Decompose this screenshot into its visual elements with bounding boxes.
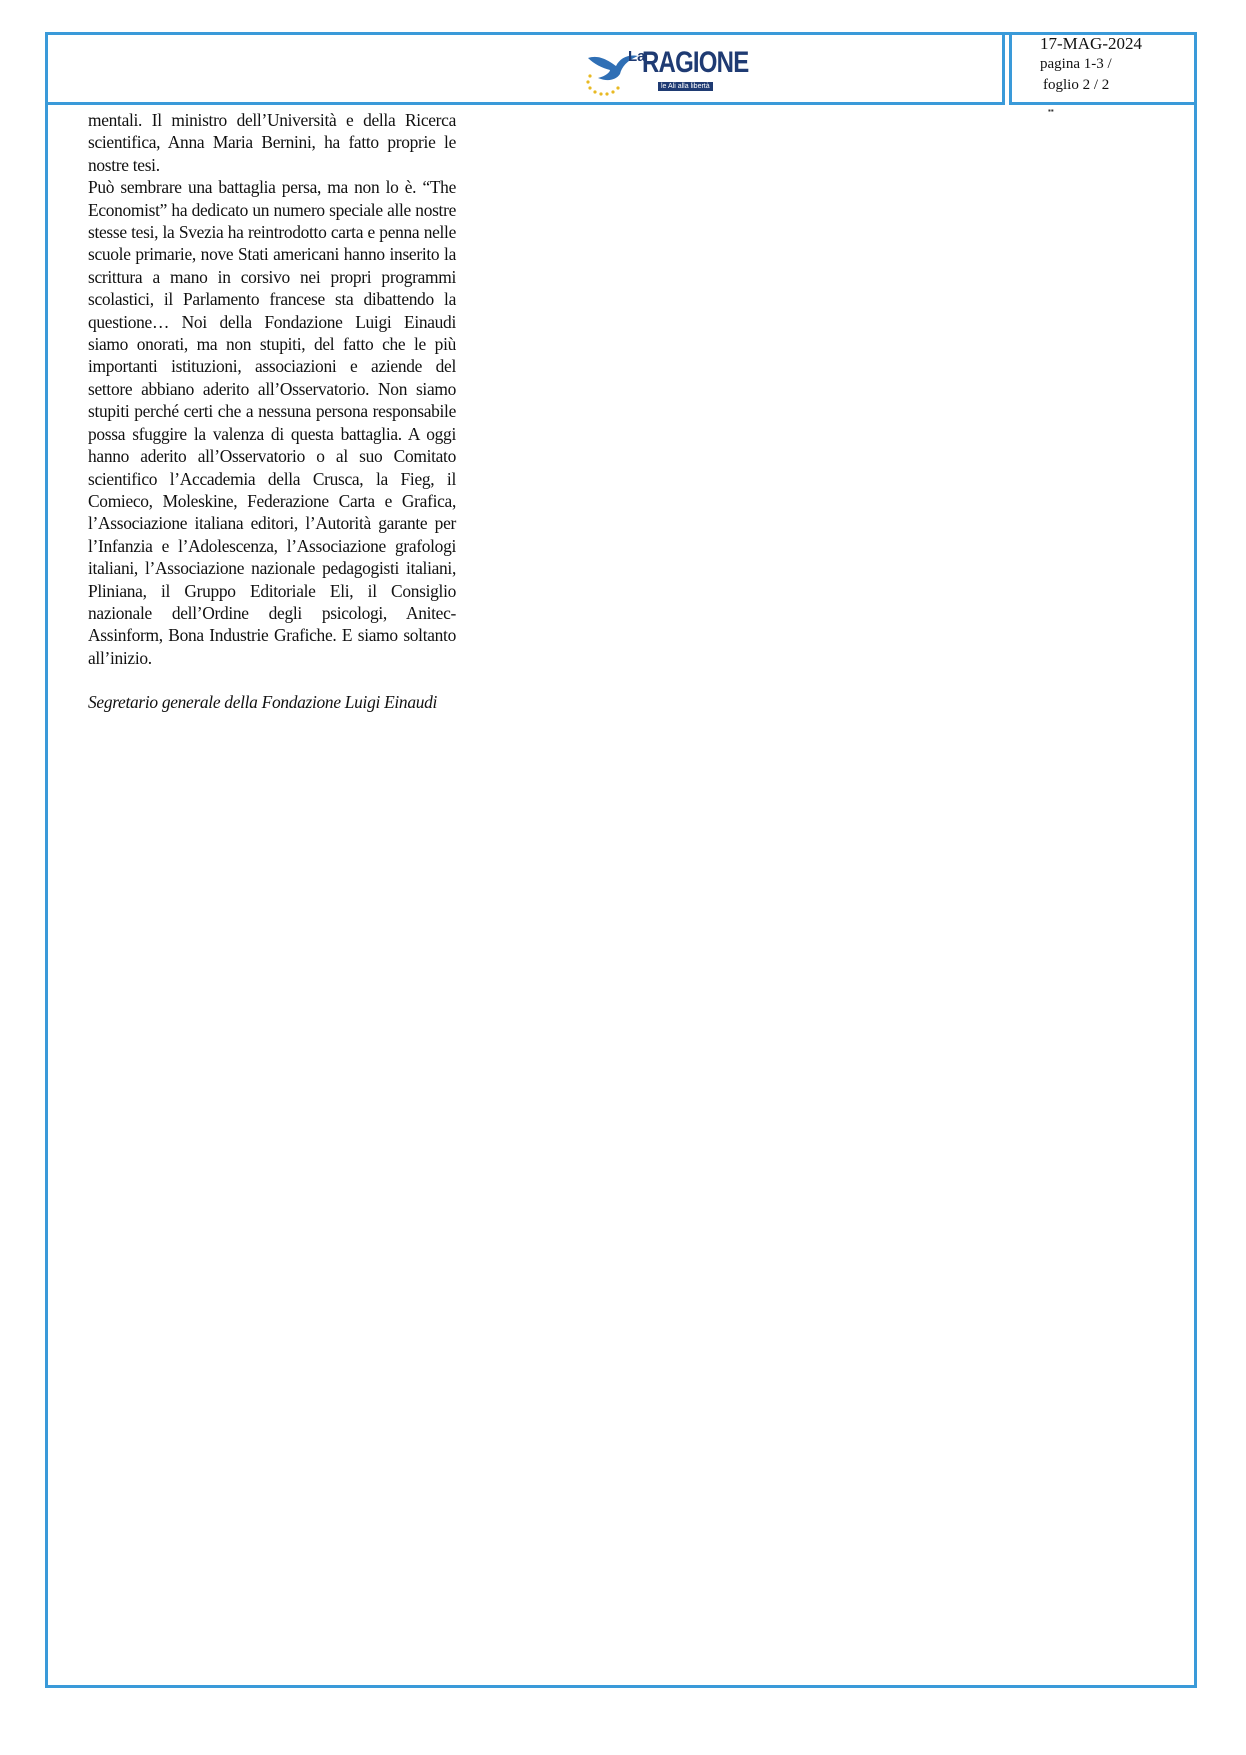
date-box — [1009, 32, 1197, 105]
logo-tagline: le Ali alla libertà — [658, 82, 713, 91]
sheet-number: foglio 2 / 2 — [1043, 77, 1110, 93]
article-paragraph: Può sembrare una battaglia persa, ma non lo è. “The Economist” ha dedicato un numero speciale alle nostre stesse tesi, la Svezia ha reintrodotto carta e penna nelle scuole primarie, nove Stati americani hanno inserito la scrittura a mano in corsivo nei propri programmi scolastici, il Parlamento francese sta dibattendo la questione… Noi della Fondazione Luigi Einaudi siamo onorati, ma non stupiti, del fatto che le più importanti istituzioni, associazioni e aziende del settore abbiano aderito all’Osservatorio. Non siamo stupiti perché certi che a nessuna persona responsabile possa sfuggire la valenza di questa battaglia. A oggi hanno aderito all’Osservatorio o al suo Comitato scientifico l’Accademia della Crusca, la Fieg, il Comieco, Moleskine, Federazione Carta e Grafica, l’Associazione italiana editori, l’Autorità garante per l’Infanzia e l’Adolescenza, l’Associazione grafologi italiani, l’Associazione nazionale pedagogisti italiani, Pliniana, il Gruppo Editoriale Eli, il Consiglio nazionale dell’Ordine degli psicologi, Anitec-Assinform, Bona Industrie Grafiche. E siamo soltanto all’inizio. — [88, 177, 456, 668]
scan-mark: ▪▪ — [1048, 106, 1054, 115]
article-paragraph: mentali. Il ministro dell’Università e della Ricerca scientifica, Anna Maria Bernini, ha fatto proprie le nostre tesi. — [88, 110, 456, 175]
publication-date: 17-MAG-2024 — [1040, 34, 1142, 53]
article-column — [88, 109, 456, 714]
author-signature: Segretario generale della Fondazione Luigi Einaudi — [88, 692, 438, 713]
page-number: pagina 1-3 / — [1040, 56, 1112, 72]
logo-main-text: RAGIONE — [642, 46, 749, 79]
header-bar — [45, 32, 1005, 105]
logo-small-text: La — [628, 48, 646, 65]
newspaper-logo — [580, 44, 749, 100]
